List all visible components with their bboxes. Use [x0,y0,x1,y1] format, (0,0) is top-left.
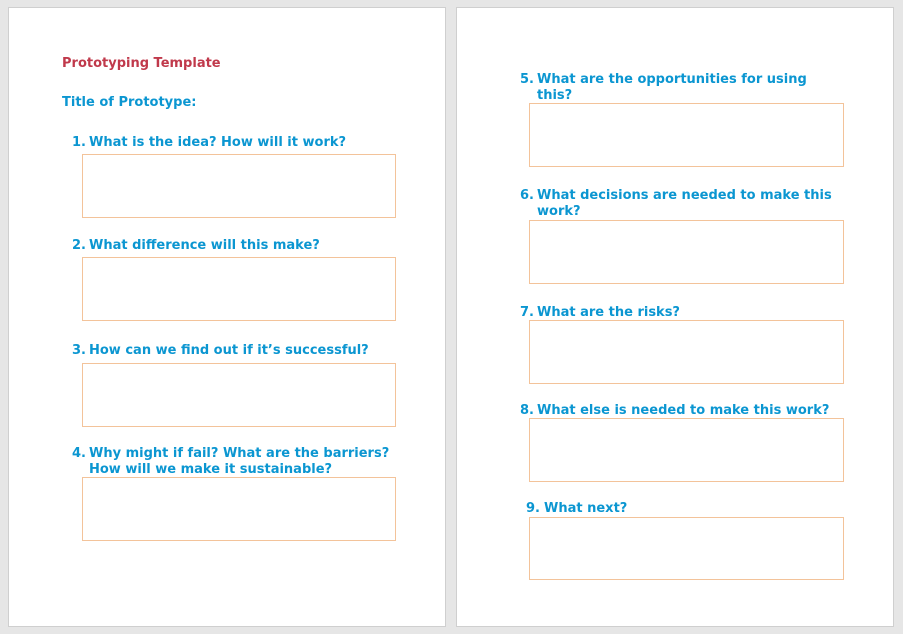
question-1-text: What is the idea? How will it work? [89,135,347,150]
question-8-number: 8. [520,403,534,418]
question-2-text: What difference will this make? [89,238,320,253]
answer-box-8[interactable] [529,418,844,482]
document-title: Prototyping Template [62,56,221,71]
question-8 [520,403,860,419]
question-6 [520,188,860,220]
question-2 [72,238,412,254]
question-1 [72,135,412,151]
question-9-text: What next? [544,501,628,516]
question-4 [72,446,407,478]
question-6-number: 6. [520,188,534,203]
answer-box-4[interactable] [82,477,396,541]
question-5 [520,72,820,104]
answer-box-6[interactable] [529,220,844,284]
question-6-text: What decisions are needed to make this work? [537,188,832,219]
question-5-text: What are the opportunities for using this? [537,72,807,103]
question-5-number: 5. [520,72,534,87]
question-3-text: How can we find out if it’s successful? [89,343,369,358]
prototype-title-label[interactable]: Title of Prototype: [62,95,197,110]
question-7 [520,305,860,321]
answer-box-2[interactable] [82,257,396,321]
question-8-text: What else is needed to make this work? [537,403,830,418]
question-9 [526,501,826,517]
question-4-text: Why might if fail? What are the barriers? How will we make it sustainable? [89,446,390,477]
answer-box-7[interactable] [529,320,844,384]
answer-box-5[interactable] [529,103,844,167]
answer-box-9[interactable] [529,517,844,580]
question-4-number: 4. [72,446,86,461]
answer-box-1[interactable] [82,154,396,218]
question-1-number: 1. [72,135,86,150]
question-7-number: 7. [520,305,534,320]
question-7-text: What are the risks? [537,305,680,320]
answer-box-3[interactable] [82,363,396,427]
question-3-number: 3. [72,343,86,358]
question-2-number: 2. [72,238,86,253]
question-3 [72,343,412,359]
document-page-2 [456,7,894,627]
question-9-number: 9. [526,501,540,516]
document-page-1 [8,7,446,627]
